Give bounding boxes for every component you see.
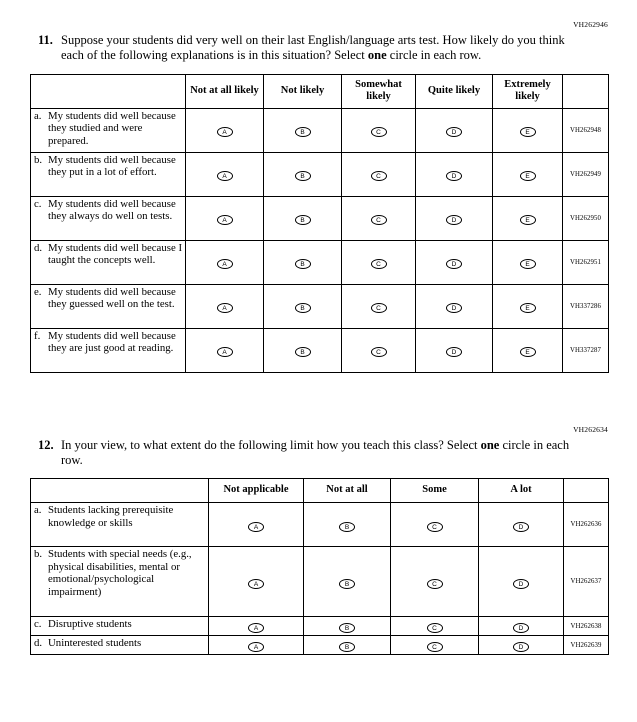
option-cell xyxy=(342,152,416,196)
option-cell xyxy=(186,152,264,196)
response-bubble[interactable]: D xyxy=(446,127,462,137)
response-bubble[interactable]: A xyxy=(248,623,264,633)
option-cell xyxy=(209,503,304,547)
row-text: My students did well because I taught the concepts well. xyxy=(48,241,183,267)
row-label: d. xyxy=(34,241,43,254)
column-header: Not likely xyxy=(264,74,342,108)
option-cell xyxy=(416,284,493,328)
response-bubble[interactable]: D xyxy=(446,303,462,313)
response-bubble[interactable]: E xyxy=(520,171,536,181)
option-cell xyxy=(264,328,342,372)
row-stem xyxy=(31,284,186,328)
blank-code-header-cell xyxy=(563,74,609,108)
column-header: Somewhat likely xyxy=(342,74,416,108)
option-cell xyxy=(493,196,563,240)
response-bubble[interactable]: B xyxy=(339,642,355,652)
option-cell xyxy=(342,240,416,284)
row-label: c. xyxy=(34,197,42,210)
row-text: My students did well because they studied and were prepared. xyxy=(48,109,176,147)
question-11-block xyxy=(30,20,608,373)
row-label: e. xyxy=(34,285,42,298)
row-text: Disruptive students xyxy=(48,618,132,630)
item-code: VH262637 xyxy=(564,547,609,617)
table-row xyxy=(31,503,609,547)
item-code: VH262639 xyxy=(564,636,609,655)
option-cell xyxy=(416,328,493,372)
row-label: b. xyxy=(34,548,43,560)
response-bubble[interactable]: C xyxy=(371,303,387,313)
blank-code-header-cell xyxy=(564,479,609,503)
response-bubble[interactable]: A xyxy=(217,215,233,225)
question-12-code: VH262634 xyxy=(573,424,608,434)
item-code: VH262948 xyxy=(563,108,609,152)
response-bubble[interactable]: C xyxy=(371,127,387,137)
option-cell xyxy=(264,108,342,152)
response-bubble[interactable]: D xyxy=(446,347,462,357)
row-stem xyxy=(31,240,186,284)
response-bubble[interactable]: D xyxy=(446,171,462,181)
option-cell xyxy=(304,503,391,547)
table-row xyxy=(31,328,609,372)
option-cell xyxy=(209,617,304,636)
option-cell xyxy=(186,196,264,240)
row-label: c. xyxy=(34,618,42,630)
question-12-block xyxy=(30,425,608,656)
question-11-prompt xyxy=(38,33,608,64)
response-bubble[interactable]: B xyxy=(295,127,311,137)
prompt-text-after: circle in each row. xyxy=(61,437,570,467)
prompt-text-after: circle in each row. xyxy=(386,48,482,63)
response-bubble[interactable]: D xyxy=(513,642,529,652)
table-row xyxy=(31,547,609,617)
column-header: Some xyxy=(391,479,479,503)
row-stem xyxy=(31,152,186,196)
row-label: a. xyxy=(34,504,42,516)
table-row xyxy=(31,240,609,284)
option-cell xyxy=(479,503,564,547)
column-header: Quite likely xyxy=(416,74,493,108)
row-text: Students with special needs (e.g., physical disabilities, mental or emotional/psychological impairment) xyxy=(48,548,192,599)
option-cell xyxy=(479,617,564,636)
option-cell xyxy=(186,284,264,328)
option-cell xyxy=(416,152,493,196)
row-label: f. xyxy=(34,329,41,342)
response-bubble[interactable]: A xyxy=(217,127,233,137)
response-bubble[interactable]: E xyxy=(520,347,536,357)
header-row xyxy=(31,74,609,108)
row-text: My students did well because they put in a lot of effort. xyxy=(48,153,176,179)
column-header: Not applicable xyxy=(209,479,304,503)
question-12-table xyxy=(30,478,609,655)
option-cell xyxy=(342,328,416,372)
item-code: VH262950 xyxy=(563,196,609,240)
response-bubble[interactable]: A xyxy=(217,171,233,181)
response-bubble[interactable]: C xyxy=(371,215,387,225)
row-text: Uninterested students xyxy=(48,637,142,649)
row-stem xyxy=(31,196,186,240)
response-bubble[interactable]: A xyxy=(217,259,233,269)
table-row xyxy=(31,284,609,328)
response-bubble[interactable]: D xyxy=(513,522,529,532)
option-cell xyxy=(391,503,479,547)
row-label: a. xyxy=(34,109,42,122)
response-bubble[interactable]: B xyxy=(295,259,311,269)
row-stem xyxy=(31,108,186,152)
option-cell xyxy=(391,636,479,655)
option-cell xyxy=(342,196,416,240)
response-bubble[interactable]: D xyxy=(513,623,529,633)
response-bubble[interactable]: D xyxy=(446,215,462,225)
option-cell xyxy=(391,617,479,636)
response-bubble[interactable]: C xyxy=(427,579,443,589)
table-row xyxy=(31,617,609,636)
header-row xyxy=(31,479,609,503)
response-bubble[interactable]: D xyxy=(446,259,462,269)
column-header: Not at all xyxy=(304,479,391,503)
response-bubble[interactable]: A xyxy=(217,303,233,313)
column-header: Extremely likely xyxy=(493,74,563,108)
response-bubble[interactable]: B xyxy=(295,215,311,225)
item-code: VH262951 xyxy=(563,240,609,284)
response-bubble[interactable]: C xyxy=(427,642,443,652)
option-cell xyxy=(209,636,304,655)
item-code: VH337287 xyxy=(563,328,609,372)
response-bubble[interactable]: C xyxy=(371,259,387,269)
question-11-table xyxy=(30,74,609,373)
response-bubble[interactable]: E xyxy=(520,215,536,225)
row-text: My students did well because they always do well on tests. xyxy=(48,197,176,223)
option-cell xyxy=(264,152,342,196)
blank-header-cell xyxy=(31,479,209,503)
response-bubble[interactable]: C xyxy=(371,171,387,181)
blank-header-cell xyxy=(31,74,186,108)
option-cell xyxy=(264,284,342,328)
question-text xyxy=(61,438,578,469)
response-bubble[interactable]: C xyxy=(371,347,387,357)
response-bubble[interactable]: E xyxy=(520,259,536,269)
prompt-text-before: Suppose your students did very well on their last English/language arts test. How likely do you think each of the following explanations is in this situation? Select xyxy=(61,33,565,63)
response-bubble[interactable]: B xyxy=(295,303,311,313)
column-header: A lot xyxy=(479,479,564,503)
row-text: My students did well because they are just good at reading. xyxy=(48,329,176,355)
response-bubble[interactable]: B xyxy=(339,623,355,633)
option-cell xyxy=(186,328,264,372)
response-bubble[interactable]: A xyxy=(248,522,264,532)
response-bubble[interactable]: C xyxy=(427,623,443,633)
option-cell xyxy=(479,547,564,617)
response-bubble[interactable]: E xyxy=(520,127,536,137)
item-code: VH262949 xyxy=(563,152,609,196)
question-number: 11. xyxy=(38,33,53,47)
row-stem xyxy=(31,636,209,655)
table-row xyxy=(31,636,609,655)
response-bubble[interactable]: A xyxy=(248,642,264,652)
prompt-text-bold: one xyxy=(367,48,387,63)
response-bubble[interactable]: E xyxy=(520,303,536,313)
row-stem xyxy=(31,503,209,547)
option-cell xyxy=(264,240,342,284)
row-stem xyxy=(31,328,186,372)
response-bubble[interactable]: A xyxy=(217,347,233,357)
option-cell xyxy=(493,284,563,328)
question-12-prompt xyxy=(38,438,608,469)
response-bubble[interactable]: C xyxy=(427,522,443,532)
response-bubble[interactable]: B xyxy=(339,579,355,589)
row-text: Students lacking prerequisite knowledge or skills xyxy=(48,504,174,529)
option-cell xyxy=(416,240,493,284)
prompt-text-before: In your view, to what extent do the following limit how you teach this class? Select xyxy=(61,437,481,452)
option-cell xyxy=(416,196,493,240)
option-cell xyxy=(416,108,493,152)
response-bubble[interactable]: B xyxy=(295,347,311,357)
option-cell xyxy=(493,108,563,152)
column-header: Not at all likely xyxy=(186,74,264,108)
row-stem xyxy=(31,547,209,617)
response-bubble[interactable]: B xyxy=(295,171,311,181)
option-cell xyxy=(186,108,264,152)
table-row xyxy=(31,152,609,196)
option-cell xyxy=(493,152,563,196)
option-cell xyxy=(479,636,564,655)
option-cell xyxy=(304,547,391,617)
option-cell xyxy=(304,636,391,655)
option-cell xyxy=(391,547,479,617)
question-11-code: VH262946 xyxy=(573,20,608,29)
option-cell xyxy=(493,240,563,284)
row-label: b. xyxy=(34,153,43,166)
row-label: d. xyxy=(34,637,43,649)
table-row xyxy=(31,196,609,240)
option-cell xyxy=(304,617,391,636)
item-code: VH262638 xyxy=(564,617,609,636)
option-cell xyxy=(342,284,416,328)
question-number: 12. xyxy=(38,437,54,452)
response-bubble[interactable]: D xyxy=(513,579,529,589)
option-cell xyxy=(264,196,342,240)
option-cell xyxy=(209,547,304,617)
prompt-text-bold: one xyxy=(480,437,500,452)
option-cell xyxy=(342,108,416,152)
table-row xyxy=(31,108,609,152)
response-bubble[interactable]: B xyxy=(339,522,355,532)
option-cell xyxy=(186,240,264,284)
row-text: My students did well because they guessed well on the test. xyxy=(48,285,176,311)
question-text xyxy=(61,33,578,64)
option-cell xyxy=(493,328,563,372)
row-stem xyxy=(31,617,209,636)
item-code: VH262636 xyxy=(564,503,609,547)
response-bubble[interactable]: A xyxy=(248,579,264,589)
item-code: VH337286 xyxy=(563,284,609,328)
